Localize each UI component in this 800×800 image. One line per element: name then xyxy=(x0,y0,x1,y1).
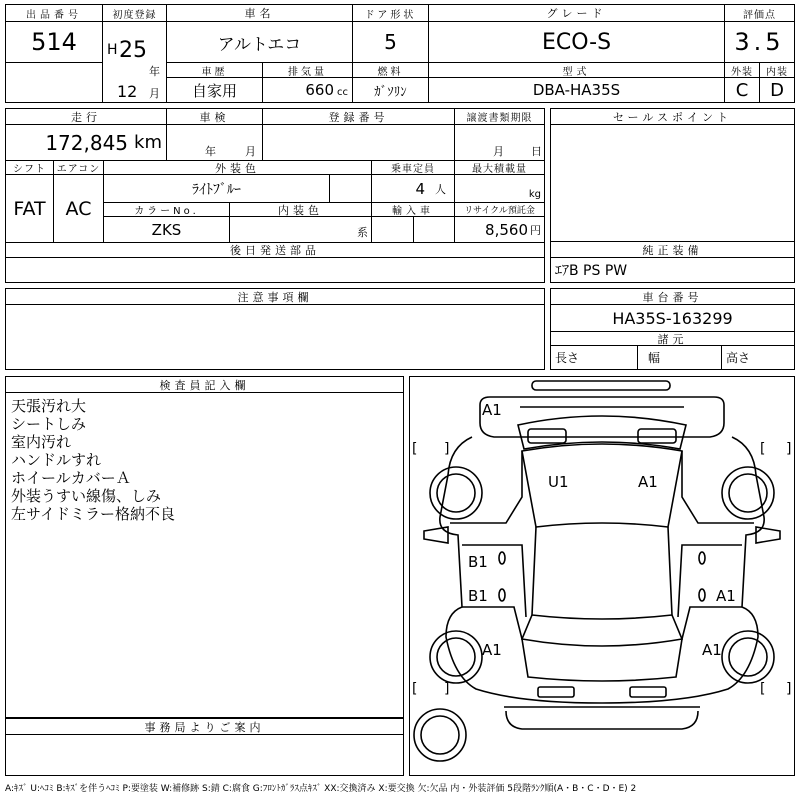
score: 3.5 xyxy=(724,22,794,62)
lot-no-blank xyxy=(6,62,102,102)
car-diagram-box xyxy=(409,376,795,776)
score-label: 評価点 xyxy=(724,5,794,22)
height-cell xyxy=(721,346,794,369)
reg-month-unit: 月 xyxy=(149,87,160,100)
recycle-cell xyxy=(454,217,544,242)
door-label: ドア形状 xyxy=(352,5,428,22)
notes-label: 注意事項欄 xyxy=(6,289,544,305)
bracket-open: [ xyxy=(412,441,418,457)
damage-mark: A1 xyxy=(702,641,722,659)
ac-label: エアコン xyxy=(53,160,103,175)
import-value-2 xyxy=(413,217,454,242)
ac: AC xyxy=(53,175,103,242)
damage-mark: A1 xyxy=(482,401,502,419)
equipment-label: 純正装備 xyxy=(551,242,794,258)
lot-no-label: 出品番号 xyxy=(6,5,102,22)
inspector-note: 天張汚れ大 xyxy=(11,397,87,415)
capacity-cell xyxy=(371,175,454,202)
history-label: 車歴 xyxy=(166,62,262,78)
office-label: 事務局よりご案内 xyxy=(6,719,403,735)
reg-year-unit: 年 xyxy=(149,65,160,78)
car-diagram xyxy=(410,377,794,775)
mileage-cell xyxy=(6,125,166,160)
fuel: ｶﾞｿﾘﾝ xyxy=(352,78,428,102)
mileage-label: 走行 xyxy=(6,109,166,125)
width-label: 幅 xyxy=(648,351,661,365)
ext-color: ﾗｲﾄﾌﾞﾙｰ xyxy=(103,175,329,202)
recycle-unit: 円 xyxy=(530,223,541,237)
bracket-open: [ xyxy=(412,681,418,697)
load-cell xyxy=(454,175,544,202)
recycle: 8,560 xyxy=(485,220,528,239)
damage-mark: A1 xyxy=(482,641,502,659)
capacity: 4 xyxy=(415,179,425,198)
reg-year: 25 xyxy=(119,38,147,63)
door: 5 xyxy=(352,22,428,62)
ext-color-extra xyxy=(329,175,371,202)
header-table xyxy=(5,4,795,103)
inspector-note: シートしみ xyxy=(11,415,87,433)
sales-point-box xyxy=(550,108,795,242)
sales-point-label: セールスポイント xyxy=(551,109,794,125)
chassis-box xyxy=(550,288,795,370)
color-no: ZKS xyxy=(103,217,229,242)
bracket-close: ] xyxy=(444,441,450,457)
import-label: 輸入車 xyxy=(371,202,454,217)
import-value-1 xyxy=(371,217,413,242)
inspection-cell xyxy=(166,125,262,160)
shift: FAT xyxy=(13,197,46,220)
reg-no-label: 登録番号 xyxy=(262,109,454,125)
width-cell xyxy=(637,346,721,369)
bracket-close: ] xyxy=(444,681,450,697)
insp-month-unit: 月 xyxy=(245,145,256,158)
transfer-cell xyxy=(454,125,544,160)
inspector-note: 外装うすい線傷、しみ xyxy=(11,487,162,505)
legend: A:ｷｽﾞ U:ﾍｺﾐ B:ｷｽﾞを伴うﾍｺﾐ P:要塗装 W:補修跡 S:錆 C:腐食 G:ﾌﾛﾝﾄｶﾞﾗｽ点ｷｽﾞ XX:交換済み X:要交換 欠:欠品 内・外装評価 5段階ﾗﾝｸ順(A・B・C・D・E) 2 xyxy=(5,783,637,794)
later-parts-value xyxy=(6,258,544,282)
load-label: 最大積載量 xyxy=(454,160,544,175)
ext-label: 外装 xyxy=(724,62,759,78)
damage-mark: B1 xyxy=(468,587,488,605)
displacement-label: 排気量 xyxy=(262,62,352,78)
notes-box xyxy=(5,288,545,370)
ext-color-label: 外装色 xyxy=(103,160,371,175)
first-reg-label: 初度登録 xyxy=(102,5,166,22)
inspector-label: 検査員記入欄 xyxy=(6,377,403,393)
transfer-month-unit: 月 xyxy=(493,145,504,158)
inspector-note: ホイールカバーＡ xyxy=(11,469,131,487)
inspector-note: 左サイドミラー格納不良 xyxy=(11,505,175,523)
model: DBA-HA35S xyxy=(428,78,724,102)
inspector-note: ハンドルすれ xyxy=(11,451,102,469)
chassis-label: 車台番号 xyxy=(551,289,794,305)
first-reg-cell xyxy=(102,22,166,102)
ext-score: C xyxy=(724,78,759,102)
reg-no-value xyxy=(262,125,454,160)
color-no-label: カラーNo. xyxy=(103,202,229,217)
int-color-cell xyxy=(229,217,371,242)
equipment: ｴｱB PS PW xyxy=(555,263,628,279)
bracket-close: ] xyxy=(786,441,792,457)
mileage: 172,845 xyxy=(45,130,129,155)
inspection-label: 車検 xyxy=(166,109,262,125)
damage-mark: A1 xyxy=(638,473,658,491)
transfer-label: 譲渡書類期限 xyxy=(454,109,544,125)
length-cell xyxy=(551,346,637,369)
inspector-note: 室内汚れ xyxy=(11,433,72,451)
height-label: 高さ xyxy=(726,351,751,365)
shift-label: シフト xyxy=(6,160,53,175)
damage-mark: U1 xyxy=(548,473,569,491)
dims-label: 諸元 xyxy=(551,331,794,346)
int-color-label: 内装色 xyxy=(229,202,371,217)
displacement: 660 xyxy=(305,81,334,99)
office-box xyxy=(5,718,404,776)
displacement-cell xyxy=(262,78,352,102)
displacement-unit: cc xyxy=(337,86,348,98)
car-name-label: 車名 xyxy=(166,5,352,22)
damage-mark: A1 xyxy=(716,587,736,605)
bracket-open: [ xyxy=(760,681,766,697)
car-name: アルトエコ xyxy=(166,22,352,62)
int-score: D xyxy=(759,78,794,102)
era: H xyxy=(107,42,118,58)
int-color-unit: 系 xyxy=(357,226,368,239)
length-label: 長さ xyxy=(555,351,580,365)
capacity-unit: 人 xyxy=(435,182,446,196)
lot-no: 514 xyxy=(31,28,77,56)
capacity-label: 乗車定員 xyxy=(371,160,454,175)
model-label: 型式 xyxy=(428,62,724,78)
bracket-open: [ xyxy=(760,441,766,457)
load-unit: kg xyxy=(528,189,541,200)
insp-year-unit: 年 xyxy=(205,145,216,158)
grade-label: グレード xyxy=(428,5,724,22)
chassis: HA35S-163299 xyxy=(612,308,733,328)
bracket-close: ] xyxy=(786,681,792,697)
equipment-box xyxy=(550,241,795,283)
inspector-box xyxy=(5,376,404,718)
inspector-notes xyxy=(11,397,175,523)
later-parts-label: 後日発送部品 xyxy=(6,242,544,258)
transfer-day-unit: 日 xyxy=(531,145,542,158)
reg-month: 12 xyxy=(117,82,138,101)
spec-table xyxy=(5,108,545,283)
mileage-unit: km xyxy=(134,132,162,153)
recycle-label: リサイクル預託金 xyxy=(454,202,544,217)
history: 自家用 xyxy=(166,78,262,102)
fuel-label: 燃料 xyxy=(352,62,428,78)
int-label: 内装 xyxy=(759,62,794,78)
damage-mark: B1 xyxy=(468,553,488,571)
grade: ECO-S xyxy=(428,22,724,62)
